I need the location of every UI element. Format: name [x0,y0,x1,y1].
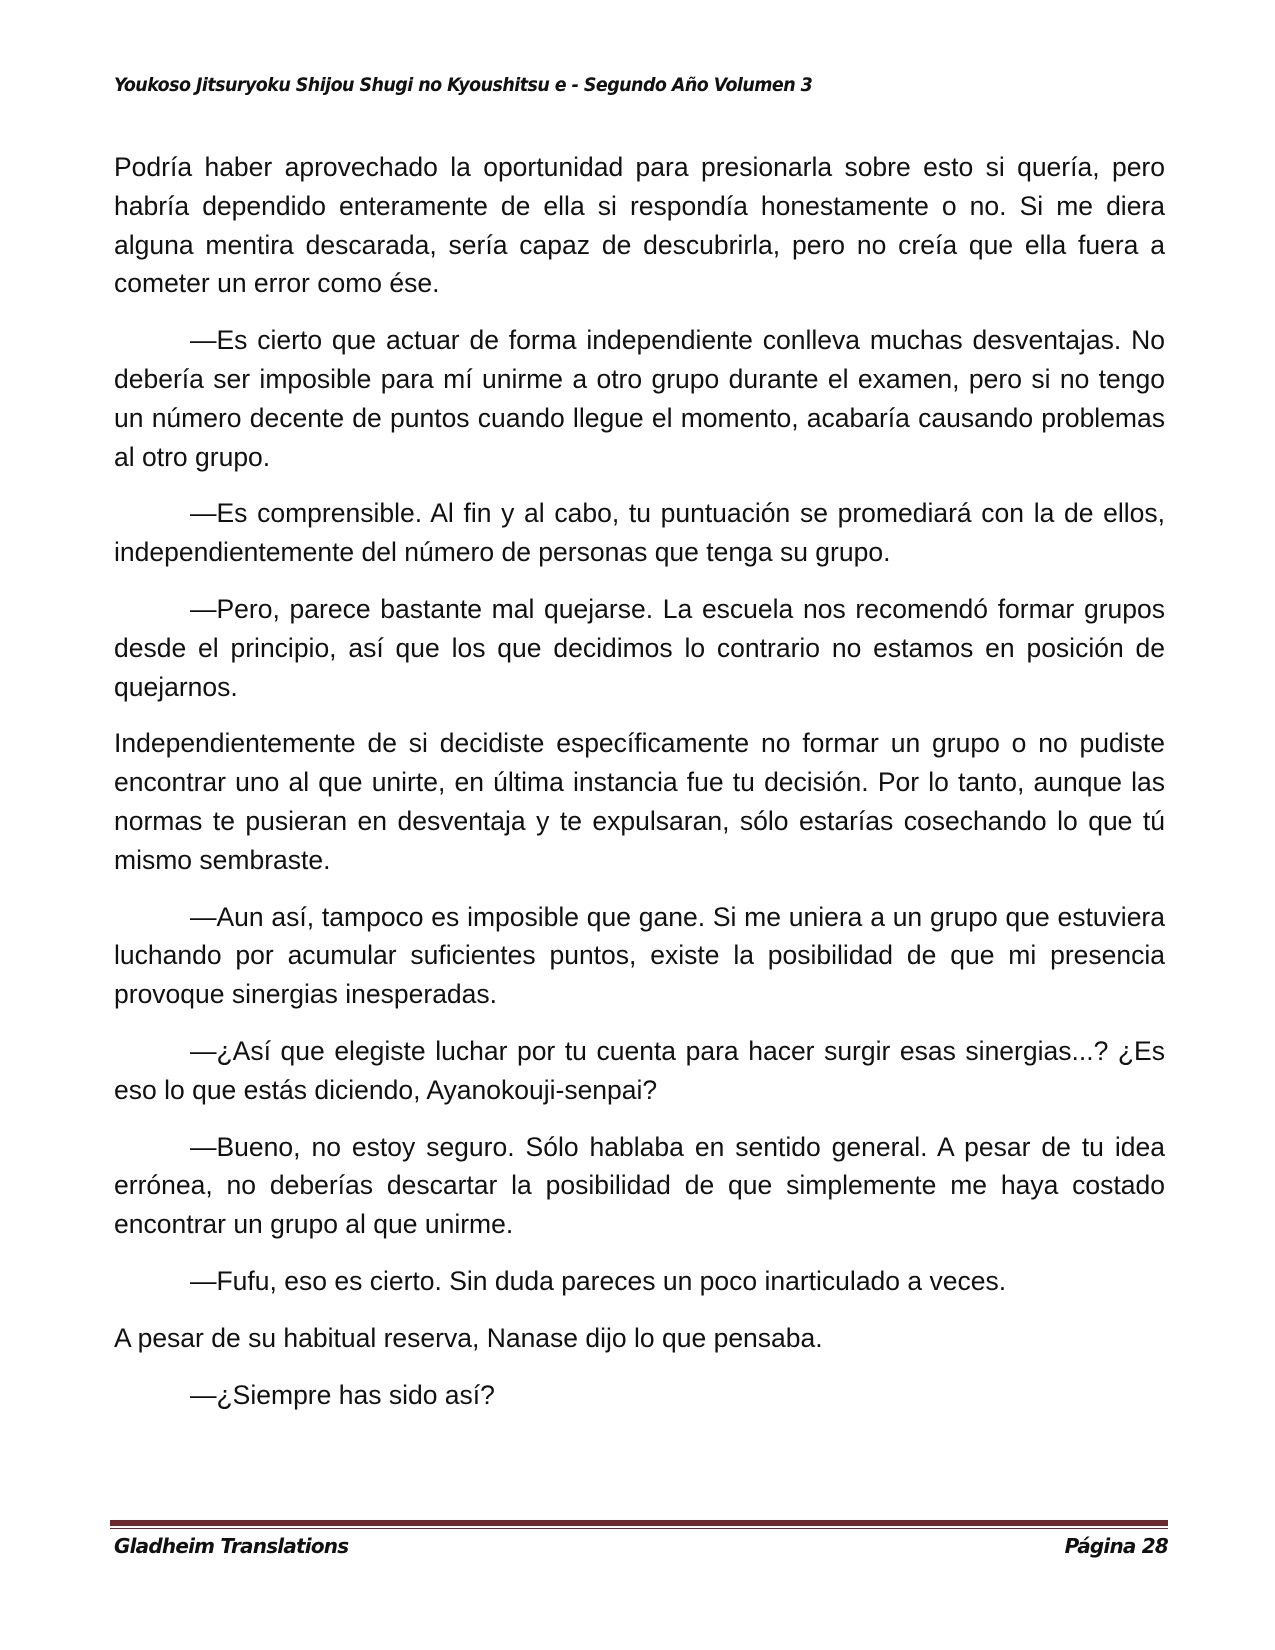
paragraph: —Es cierto que actuar de forma independiente conlleva muchas desventajas. No debería ser imposible para mí unirme a otro grupo durante el examen, pero si no tengo un número decente de puntos cuando llegue el momento, acabaría causando problemas al otro grupo. [114,325,1165,472]
page-footer [114,1534,1168,1558]
footer-divider-thick [110,1520,1168,1526]
paragraph: —¿Así que elegiste luchar por tu cuenta para hacer surgir esas sinergias...? ¿Es eso lo que estás diciendo, Ayanokouji-senpai? [114,1035,1165,1105]
paragraph: —Es comprensible. Al fin y al cabo, tu puntuación se promediará con la de ellos, independientemente del número de personas que tenga su grupo. [114,498,1165,568]
paragraph: —¿Siempre has sido así? [190,1379,495,1410]
paragraph: —Bueno, no estoy seguro. Sólo hablaba en sentido general. A pesar de tu idea errónea, no deberías descartar la posibilidad de que simplemente me haya costado encontrar un grupo al que unirme. [114,1131,1165,1240]
footer-divider-thin [110,1528,1168,1529]
footer-page-number: Página 28 [1064,1534,1168,1558]
paragraph: —Pero, parece bastante mal quejarse. La escuela nos recomendó formar grupos desde el principio, así que los que decidimos lo contrario no estamos en posición de quejarnos. [114,593,1165,702]
page-body [114,148,1165,1432]
footer-translator: Gladheim Translations [114,1534,349,1558]
running-header: Youkoso Jitsuryoku Shijou Shugi no Kyoushitsu e - Segundo Año Volumen 3 [114,74,813,96]
paragraph: —Fufu, eso es cierto. Sin duda pareces un poco inarticulado a veces. [190,1265,1007,1296]
paragraph: —Aun así, tampoco es imposible que gane. Si me uniera a un grupo que estuviera luchando por acumular suficientes puntos, existe la posibilidad de que mi presencia provoque sinergias inesperadas. [114,901,1165,1010]
paragraph: Independientemente de si decidiste específicamente no formar un grupo o no pudiste encontrar uno al que unirte, en última instancia fue tu decisión. Por lo tanto, aunque las normas te pusieran en desventaja y te expulsaran, sólo estarías cosechando lo que tú mismo sembraste. [114,728,1165,875]
footer-divider [110,1520,1168,1529]
paragraph: Podría haber aprovechado la oportunidad para presionarla sobre esto si quería, pero habría dependido enteramente de ella si respondía honestamente o no. Si me diera alguna mentira descarada, sería capaz de descubrirla, pero no creía que ella fuera a cometer un error como ése. [114,152,1165,299]
paragraph: A pesar de su habitual reserva, Nanase dijo lo que pensaba. [114,1322,823,1353]
